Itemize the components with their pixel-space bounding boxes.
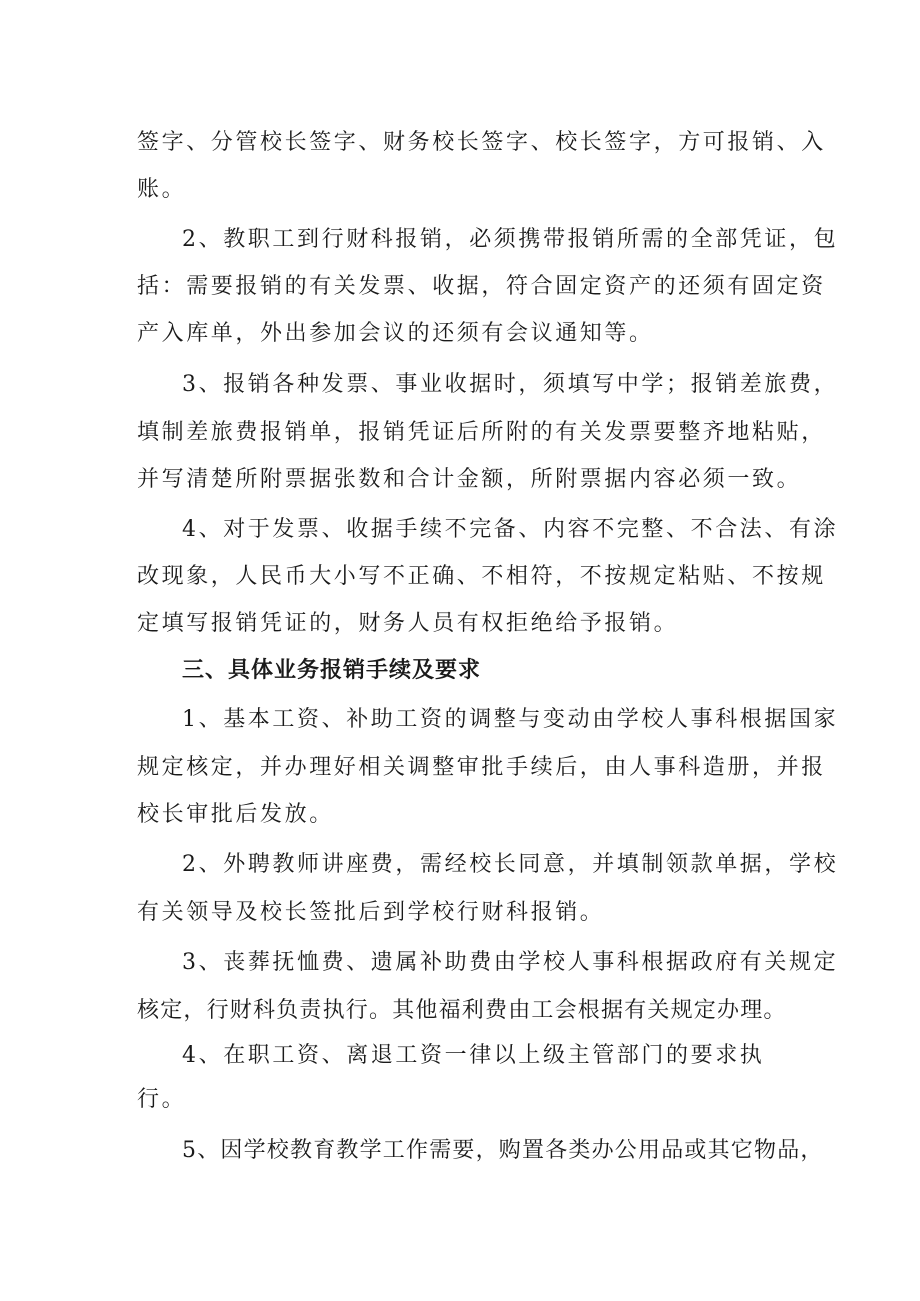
paragraph-start: 4、在职工资、离退工资一律以上级主管部门的要求执 xyxy=(182,1043,765,1068)
text-line: 规定核定，并办理好相关调整审批手续后，由人事科造册，并报 xyxy=(137,755,826,780)
text-line: 行。 xyxy=(137,1087,187,1112)
text-line: 校长审批后发放。 xyxy=(137,802,334,827)
text-line: 签字、分管校长签字、财务校长签字、校长签字，方可报销、入 xyxy=(137,130,826,155)
text-line: 产入库单，外出参加会议的还须有会议通知等。 xyxy=(137,321,654,346)
text-line: 定填写报销凭证的，财务人员有权拒绝给予报销。 xyxy=(137,611,679,636)
text-line: 括：需要报销的有关发票、收据，符合固定资产的还须有固定资 xyxy=(137,274,826,299)
paragraph-start: 2、教职工到行财科报销，必须携带报销所需的全部凭证，包 xyxy=(182,227,839,252)
text-line: 核定，行财科负责执行。其他福利费由工会根据有关规定办理。 xyxy=(137,998,787,1023)
paragraph-start: 2、外聘教师讲座费，需经校长同意，并填制领款单据，学校 xyxy=(182,852,839,877)
text-line: 并写清楚所附票据张数和合计金额，所附票据内容必须一致。 xyxy=(137,467,802,492)
section-heading: 三、具体业务报销手续及要求 xyxy=(182,658,482,683)
text-line: 填制差旅费报销单，报销凭证后所附的有关发票要整齐地粘贴， xyxy=(137,420,826,445)
paragraph-start: 3、报销各种发票、事业收据时，须填写中学；报销差旅费， xyxy=(182,372,839,397)
text-line: 有关领导及校长签批后到学校行财科报销。 xyxy=(137,900,605,925)
paragraph-start: 3、丧葬抚恤费、遗属补助费由学校人事科根据政府有关规定 xyxy=(182,950,839,975)
paragraph-start: 1、基本工资、补助工资的调整与变动由学校人事科根据国家 xyxy=(182,707,839,732)
paragraph-start: 4、对于发票、收据手续不完备、内容不完整、不合法、有涂 xyxy=(182,517,839,542)
paragraph-start: 5、因学校教育教学工作需要，购置各类办公用品或其它物品， xyxy=(182,1138,824,1163)
text-line: 账。 xyxy=(137,177,187,202)
text-line: 改现象，人民币大小写不正确、不相符，不按规定粘贴、不按规 xyxy=(137,564,826,589)
